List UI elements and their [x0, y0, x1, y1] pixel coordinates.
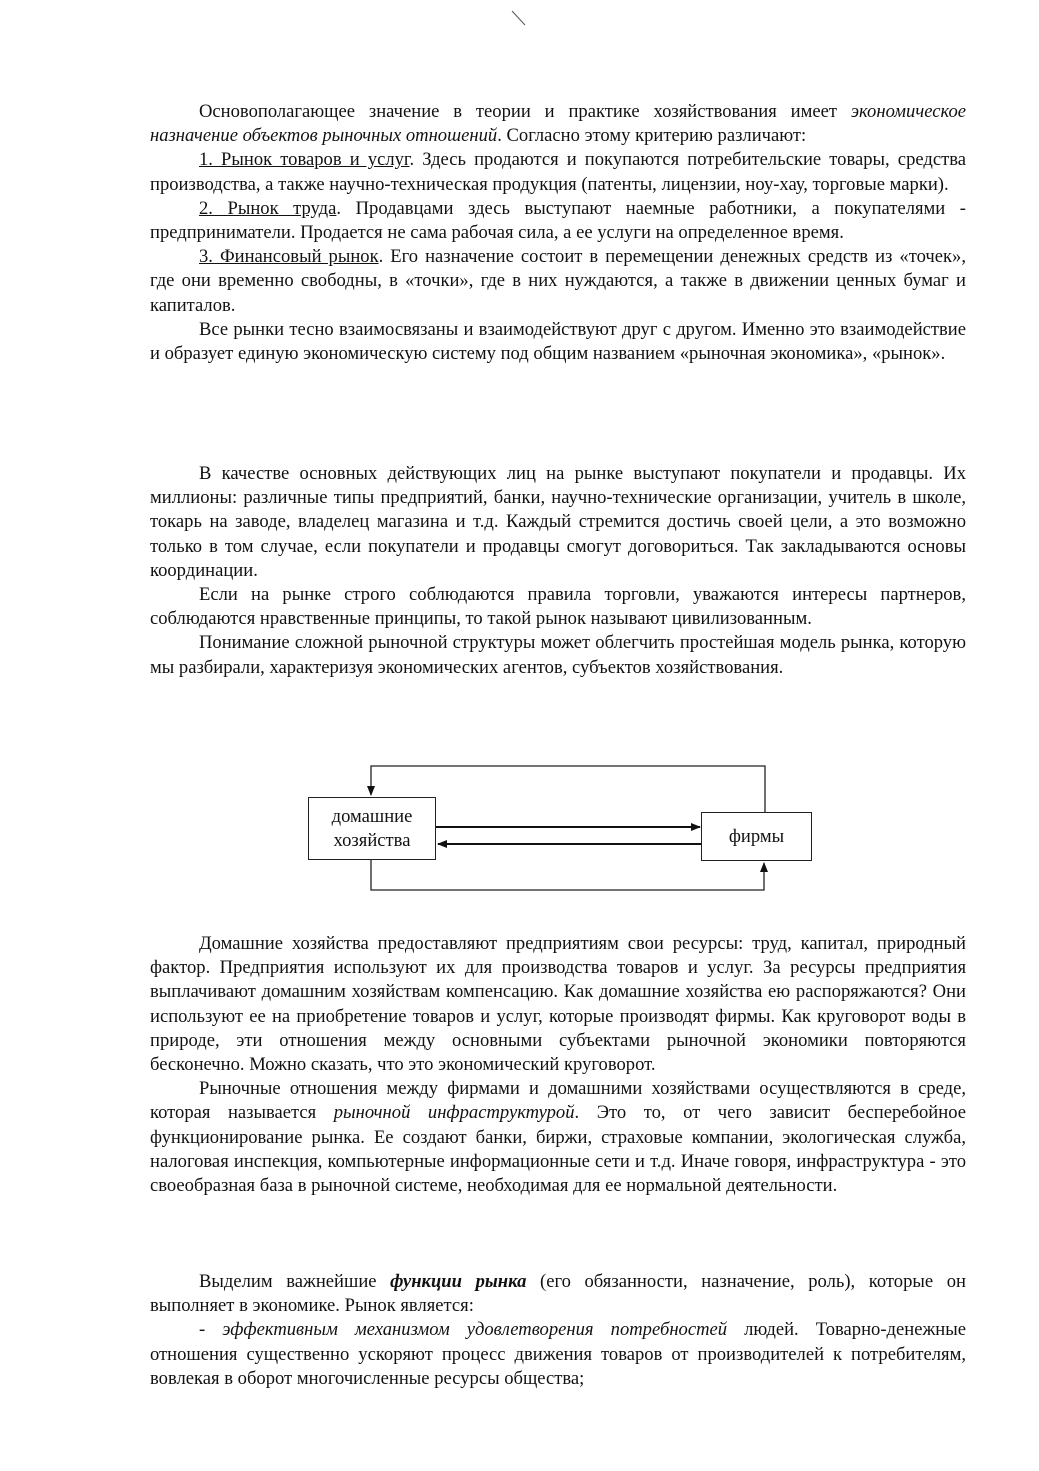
paragraph — [150, 148, 966, 196]
text-run: . Это то, от чего зависит бесперебойное функционирование рынка. Ее создают банки, биржи, страховые компании, экологическая служба, налоговая инспекция, компьютерные информационные сети и т.д. Иначе говоря, инфраструктура - это своеобразная база в рыночной системе, необходимая для ее нормальной деятельности. — [150, 1102, 966, 1197]
text-run: . Согласно этому критерию различают: — [497, 125, 807, 147]
text-run: Рыночные отношения между фирмами и домашними хозяйствами осуществляются в среде, которая называется — [150, 1078, 966, 1124]
text-run: (его обязанности, назначение, роль), которые он выполняет в экономике. Рынок является: — [150, 1271, 966, 1317]
bottom-flow-line — [371, 860, 764, 890]
underlined-heading: 1. Рынок товаров и услуг — [199, 149, 410, 171]
paragraph: Понимание сложной рыночной структуры может облегчить простейшая модель рынка, которую мы разбирали, характеризуя экономических агентов, субъектов хозяйствования. — [150, 632, 966, 678]
text-run: . Продавцами здесь выступают наемные работники, а покупателями - предприниматели. Продается не сама рабочая сила, а ее услуги на определенное время. — [150, 197, 966, 244]
underlined-heading: 2. Рынок труда — [199, 197, 337, 219]
paragraph — [150, 245, 966, 318]
scan-mark — [510, 9, 528, 27]
text-block-1 — [150, 100, 966, 366]
paragraph — [150, 1270, 966, 1318]
households-box — [308, 797, 436, 860]
text-block-4 — [150, 1270, 966, 1391]
text-run: . Здесь продаются и покупаются потребительские товары, средства производства, а также научно-техническая продукция (патенты, лицензии, ноу-хау, торговые марки). — [150, 149, 966, 195]
paragraph: Домашние хозяйства предоставляют предприятиям свои ресурсы: труд, капитал, природный фактор. Предприятия используют их для производства товаров и услуг. За ресурсы предприятия выплачивают домашним хозяйствам компенсацию. Как домашние хозяйства ею распоряжаются? Они используют ее на приобретение товаров и услуг, которые производят фирмы. Как круговорот воды в природе, эти отношения между основными субъектами рыночной экономики повторяются бесконечно. Можно сказать, что это экономический круговорот. — [150, 933, 966, 1076]
firms-label: фирмы — [728, 825, 785, 847]
paragraph: Если на рынке строго соблюдаются правила торговли, уважаются интересы партнеров, соблюдаются нравственные принципы, то такой рынок называют цивилизованным. — [150, 584, 966, 630]
households-label-line1: домашние — [331, 805, 413, 827]
text-run: Выделим важнейшие — [199, 1271, 391, 1292]
text-block-2 — [150, 462, 966, 680]
paragraph — [150, 1318, 966, 1391]
text-run: . Его назначение состоит в перемещении денежных средств из «точек», где они временно свободны, в «точки», где в них нуждаются, а также в движении ценных бумаг и капиталов. — [150, 246, 966, 316]
italic-text: экономическое назначение объектов рыночных отношений — [150, 101, 966, 147]
paragraph — [150, 197, 966, 245]
text-run: - — [199, 1319, 223, 1341]
underlined-heading: 3. Финансовый рынок — [199, 246, 379, 268]
text-block-3 — [150, 932, 966, 1198]
bold-italic-term: функции рынка — [390, 1271, 527, 1292]
italic-text: рыночной инфраструктурой — [333, 1102, 575, 1124]
firms-box — [701, 812, 812, 861]
italic-text: эффективным механизмом удовлетворения потребностей — [222, 1319, 728, 1341]
text-run: людей. Товарно-денежные отношения существенно ускоряют процесс движения товаров от производителей к потребителям, вовлекая в оборот многочисленные ресурсы общества; — [150, 1319, 966, 1389]
paragraph — [150, 100, 966, 148]
paragraph: В качестве основных действующих лиц на рынке выступают покупатели и продавцы. Их миллионы: различные типы предприятий, банки, научно-технические организации, учитель в школе, токарь на заводе, владелец магазина и т.д. Каждый стремится достичь своей цели, а это возможно только в том случае, если покупатели и продавцы смогут договориться. Так закладываются основы координации. — [150, 463, 966, 581]
paragraph — [150, 1077, 966, 1198]
paragraph: Все рынки тесно взаимосвязаны и взаимодействуют друг с другом. Именно это взаимодействие и образует единую экономическую систему под общим названием «рыночная экономика», «рынок». — [150, 318, 966, 365]
text-run: Основополагающее значение в теории и практике хозяйствования имеет — [199, 101, 851, 122]
households-label-line2: хозяйства — [333, 829, 411, 851]
